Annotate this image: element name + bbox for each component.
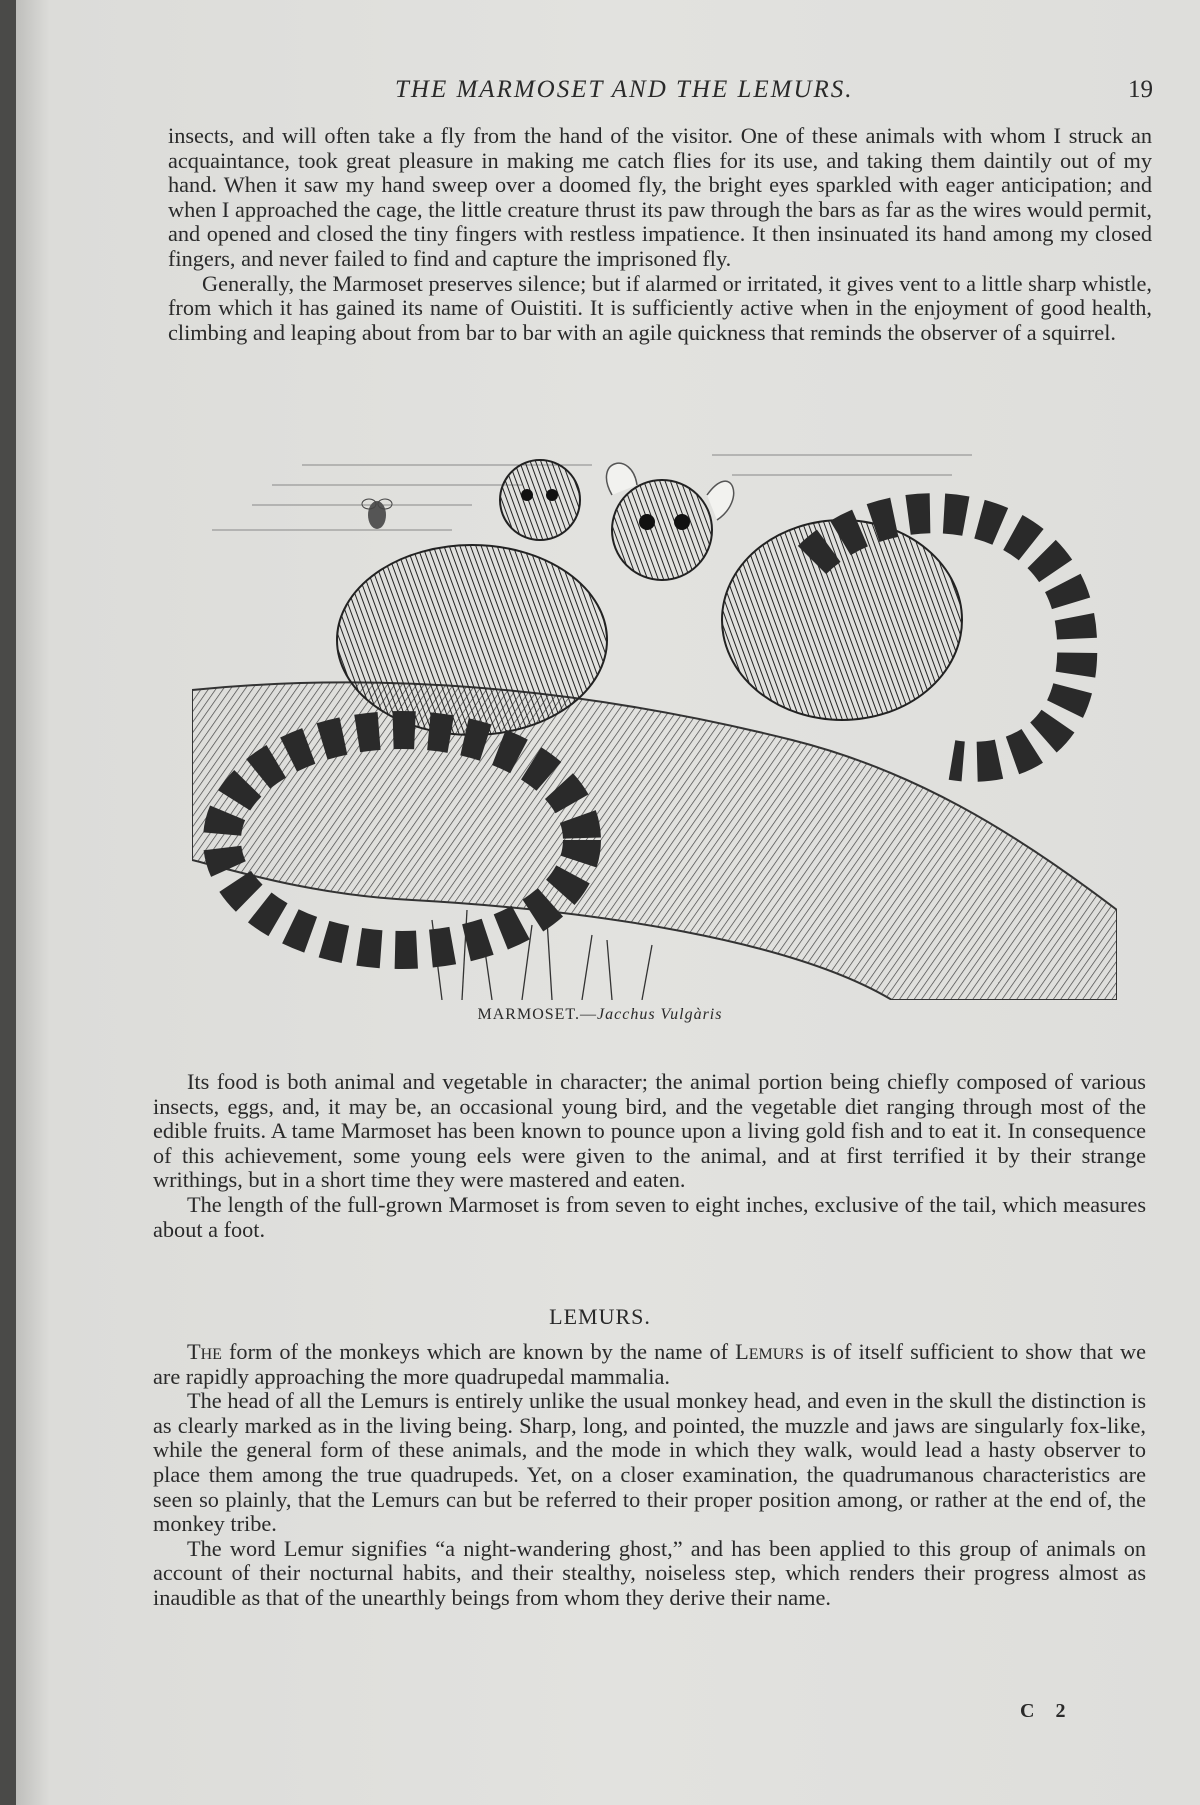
marmoset-body — [722, 520, 962, 720]
page-header — [0, 72, 1200, 112]
text-run: is of itself sufficient to show that we are rapidly approaching the more quadrupedal mammalia. — [153, 1339, 1146, 1389]
signature-mark: C 2 — [1020, 1700, 1074, 1722]
middle-text-block — [153, 1070, 1146, 1242]
section-heading: LEMURS. — [549, 1304, 651, 1329]
page-number: 19 — [1128, 76, 1153, 103]
marmoset-engraving — [192, 440, 1117, 1000]
paragraph: The head of all the Lemurs is entirely unlike the usual monkey head, and even in the skull the distinction is as clearly marked as in the living being. Sharp, long, and pointed, the muzzle and jaws are singularly fox-like, while the general form of these animals, and the mode in which they walk, would lead a hasty observer to place them among the true quadrupeds. Yet, on a closer examination, the quadrumanous characteristics are seen so plainly, that the Lemurs can but be referred to their proper position among, or rather at the end of, the monkey tribe. — [153, 1388, 1146, 1537]
marmoset-head — [612, 480, 712, 580]
running-title: THE MARMOSET AND THE LEMURS. — [395, 76, 854, 103]
paragraph: insects, and will often take a fly from the hand of the visitor. One of these animals with whom I struck an acquaintance, took great pleasure in making me catch flies for its use, and taking them daintily out of my hand. When it saw my hand sweep over a doomed fly, the bright eyes sparkled with eager anticipation; and when I approached the cage, the little creature thrust its paw through the bars as far as the wires would permit, and opened and closed the tiny fingers with restless impatience. It then insinuated its hand among my closed fingers, and never failed to find and capture the imprisoned fly. — [168, 123, 1152, 271]
paragraph: The word Lemur signifies “a night-wandering ghost,” and has been applied to this group of animals on account of their nocturnal habits, and their stealthy, noiseless step, which renders their progress almost as inaudible as that of the unearthly beings from whom they derive their name. — [153, 1535, 1146, 1610]
paragraph — [153, 1340, 1146, 1389]
paragraph: Generally, the Marmoset preserves silence; but if alarmed or irritated, it gives vent to a little sharp whistle, from which it has gained its name of Ouistiti. It is sufficiently active when in the enjoyment of good health, climbing and leaping about from bar to bar with an agile quickness that reminds the observer of a squirrel. — [168, 270, 1152, 345]
marmoset-body — [337, 545, 607, 735]
text-run: form of the monkeys which are known by the name of — [221, 1339, 736, 1364]
sky-lines — [212, 455, 972, 530]
term-lemurs: Lemurs — [735, 1339, 804, 1364]
lemur-text-block — [153, 1340, 1146, 1611]
caption-latin-name: Jacchus Vulgàris — [597, 1006, 723, 1023]
marmoset-head — [500, 460, 580, 540]
figure-caption — [0, 1006, 1200, 1024]
fly — [368, 501, 386, 529]
lead-word: The — [187, 1339, 222, 1364]
marmoset-illustration — [192, 440, 1117, 1000]
paragraph: The length of the full-grown Marmoset is from seven to eight inches, exclusive of the tail, which measures about a foot. — [153, 1191, 1146, 1242]
caption-name: MARMOSET.— — [477, 1006, 598, 1023]
page-edge-shadow — [0, 0, 16, 1805]
top-text-block — [168, 124, 1152, 345]
paragraph: Its food is both animal and vegetable in character; the animal portion being chiefly composed of various insects, eggs, and, it may be, an occasional young bird, and the vegetable diet ranging through most of the edible fruits. A tame Marmoset has been known to pounce upon a living gold fish and to eat it. In consequence of this achievement, some young eels were given to the animal, and at first terrified it by their strange writhings, but in a short time they were mastered and eaten. — [153, 1069, 1146, 1193]
